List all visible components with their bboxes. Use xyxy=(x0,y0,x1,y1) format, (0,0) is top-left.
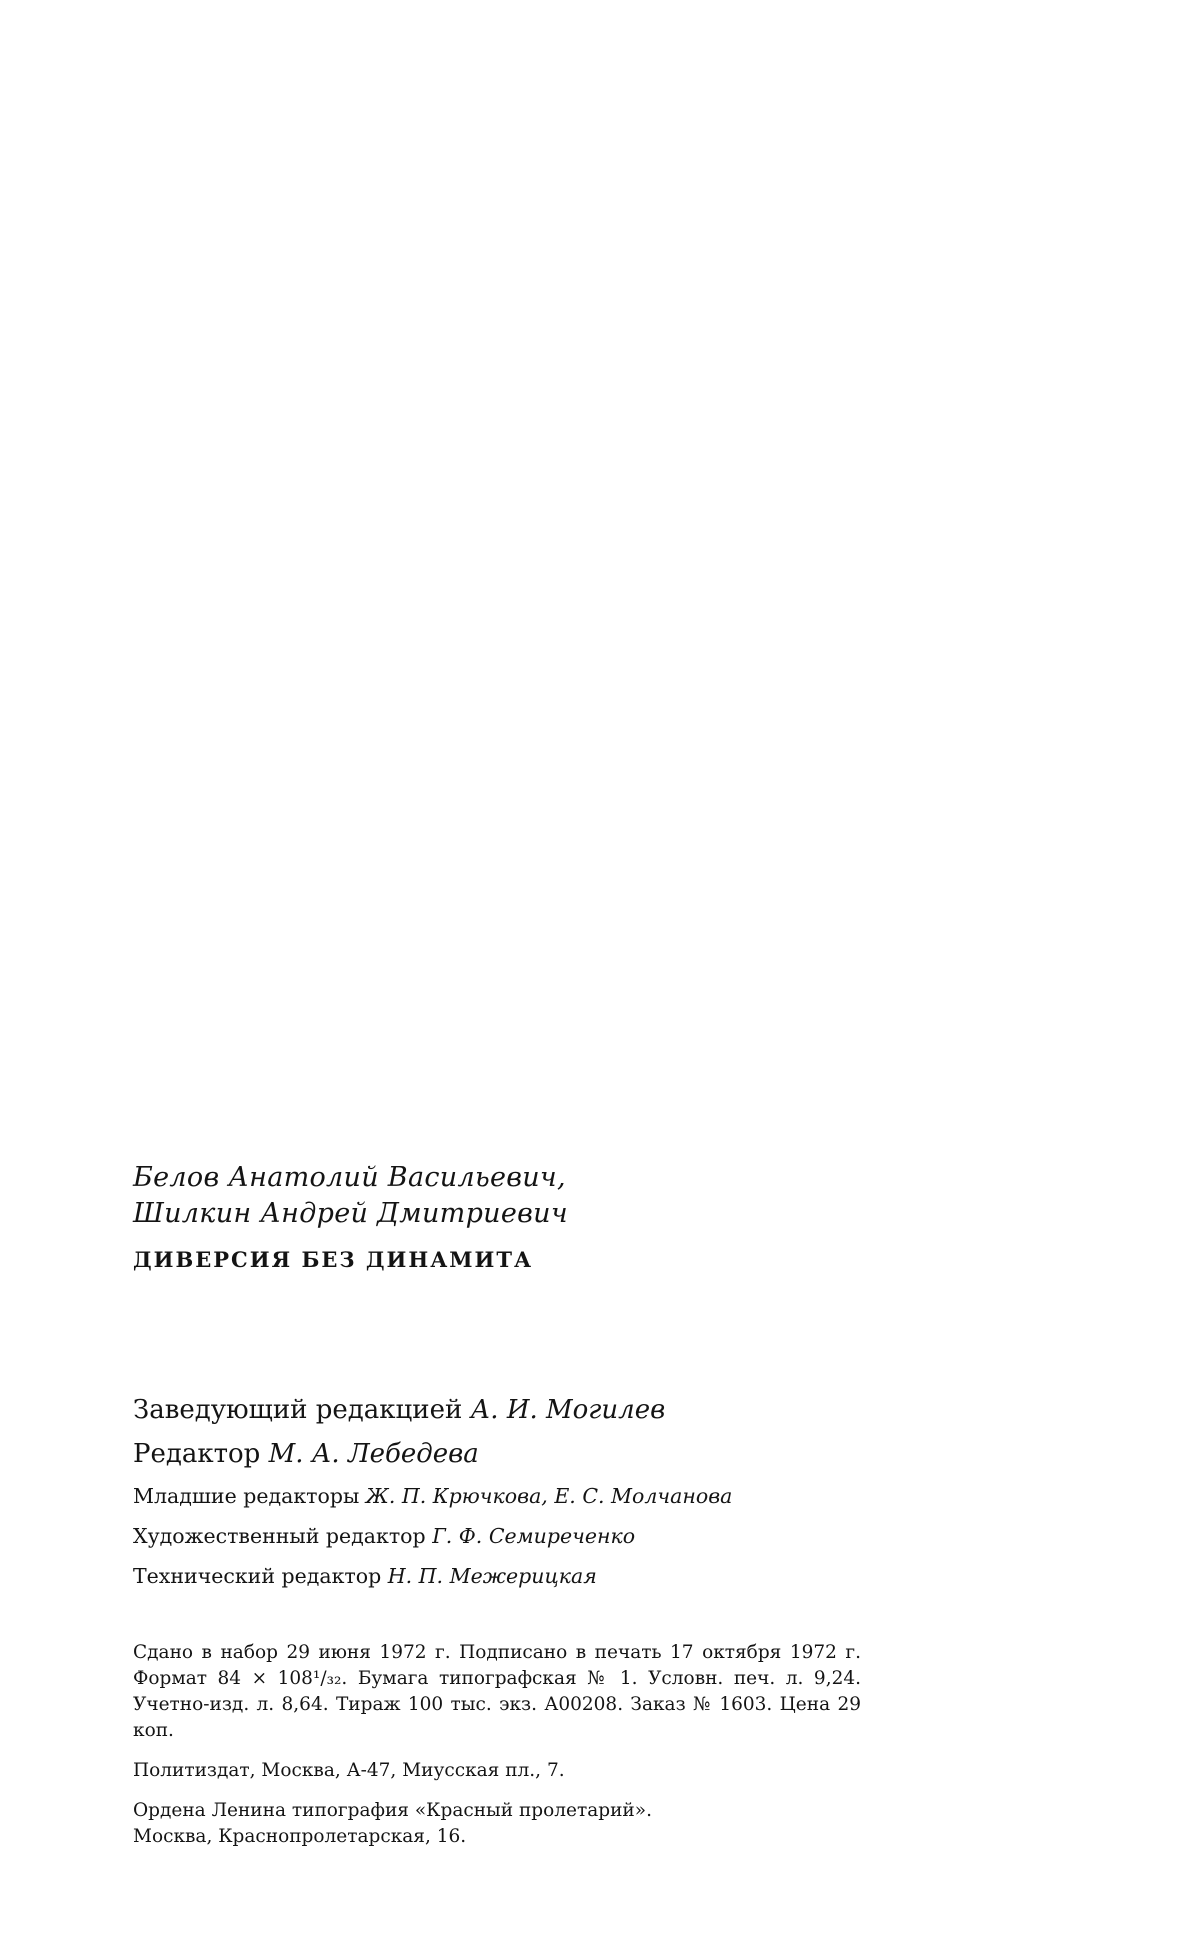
staff-role: Редактор xyxy=(133,1439,261,1469)
staff-role: Младшие редакторы xyxy=(133,1484,360,1508)
author-name: Шилкин Андрей Дмитриевич xyxy=(133,1198,568,1229)
printer-line: Москва, Краснопролетарская, 16. xyxy=(133,1826,467,1847)
editorial-staff xyxy=(133,1388,893,1596)
staff-row-junior-editors xyxy=(133,1476,893,1516)
publisher-address: Политиздат, Москва, А-47, Миусская пл., 7. xyxy=(133,1760,565,1781)
staff-role: Технический редактор xyxy=(133,1564,382,1588)
staff-row-head-of-editorial xyxy=(133,1388,893,1432)
staff-name: Н. П. Межерицкая xyxy=(387,1564,597,1588)
printer-info xyxy=(133,1798,861,1850)
staff-name: М. А. Лебедева xyxy=(268,1439,479,1469)
staff-row-editor xyxy=(133,1432,893,1476)
staff-name: Ж. П. Крючкова, Е. С. Молчанова xyxy=(365,1484,733,1508)
staff-role: Заведующий редакцией xyxy=(133,1395,463,1425)
staff-row-technical-editor xyxy=(133,1556,893,1596)
staff-role: Художественный редактор xyxy=(133,1524,426,1548)
book-title: ДИВЕРСИЯ БЕЗ ДИНАМИТА xyxy=(133,1247,534,1272)
staff-name: Г. Ф. Семиреченко xyxy=(432,1524,636,1548)
print-details: Сдано в набор 29 июня 1972 г. Подписано в печать 17 октября 1972 г. Формат 84 × 108¹/₃₂. Бумага типографская № 1. Условн. печ. л. 9,24. Учетно-изд. л. 8,64. Тираж 100 тыс. экз. А00208. Заказ № 1603. Цена 29 коп. xyxy=(133,1642,861,1741)
author-name: Белов Анатолий Васильевич, xyxy=(133,1162,566,1193)
staff-name: А. И. Могилев xyxy=(470,1395,666,1425)
colophon xyxy=(133,1160,893,1850)
printer-line: Ордена Ленина типография «Красный пролетарий». xyxy=(133,1800,652,1821)
staff-row-art-editor xyxy=(133,1516,893,1556)
